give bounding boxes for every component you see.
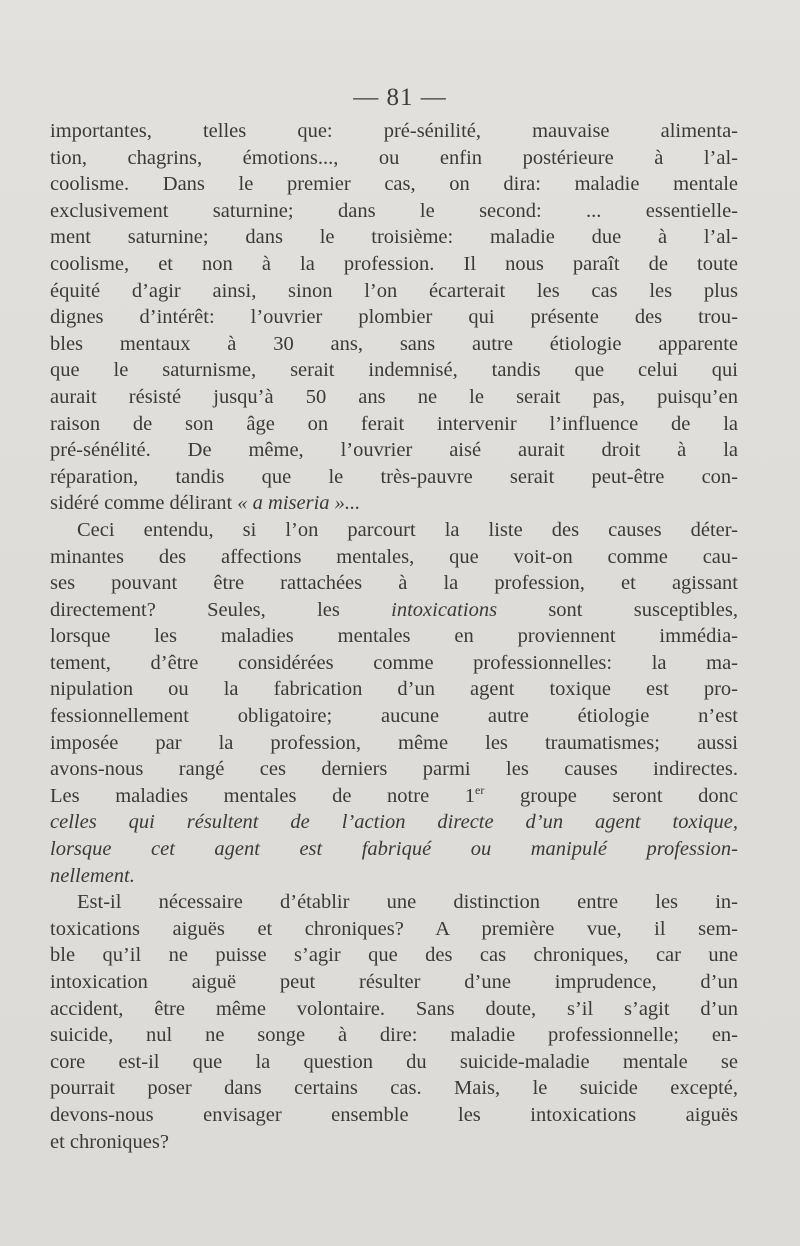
text-line — [50, 863, 738, 890]
text-line — [50, 783, 738, 810]
text-run: groupe seront donc — [484, 784, 738, 807]
text-line — [50, 411, 738, 438]
text-run: intoxication aiguë peut résulter d’une imprudence, d’un — [50, 971, 738, 993]
text-line — [50, 623, 738, 650]
text-run: coolisme. Dans le premier cas, on dira: maladie mentale — [50, 173, 738, 196]
text-run: suicide, nul ne songe à dire: maladie professionnelle; en- — [50, 1024, 738, 1047]
text-run: équité d’agir ainsi, sinon l’on écarterait les cas les plus — [50, 279, 738, 302]
text-run: tement, d’être considérées comme professionnelles: la ma- — [50, 651, 738, 674]
text-run: tion, chagrins, émotions..., ou enfin postérieure à l’al- — [50, 146, 738, 169]
text-run: ble qu’il ne puisse s’agir que des cas chroniques, car une — [50, 944, 738, 967]
text-line — [50, 278, 738, 305]
text-line — [50, 703, 738, 730]
text-line — [50, 490, 738, 517]
text-run: sidéré comme délirant — [50, 492, 238, 515]
text-run: réparation, tandis que le très-pauvre serait peut-être con- — [50, 465, 738, 488]
text-run: Ceci entendu, si l’on parcourt la liste des causes déter- — [77, 518, 738, 541]
text-run: ment saturnine; dans le troisième: maladie due à l’al- — [50, 226, 738, 249]
text-run: exclusivement saturnine; dans le second: ... essentielle- — [50, 199, 738, 222]
text-line — [50, 1049, 738, 1076]
text-run: accident, être même volontaire. Sans doute, s’il s’agit d’un — [50, 997, 738, 1020]
text-line — [50, 544, 738, 571]
text-run: que le saturnisme, serait indemnisé, tandis que celui qui — [50, 359, 738, 382]
page-number: — 81 — — [353, 84, 447, 111]
text-run: pré-sénélité. De même, l’ouvrier aisé aurait droit à la — [50, 439, 738, 462]
text-line — [50, 304, 738, 331]
italic-text: « a miseria »... — [237, 492, 361, 515]
text-line — [50, 1075, 738, 1102]
text-run: lorsque les maladies mentales en proviennent immédia- — [50, 625, 738, 648]
text-run: directement? Seules, les — [50, 598, 392, 621]
text-run: raison de son âge on ferait intervenir l’influence de la — [50, 412, 738, 435]
text-line — [50, 171, 738, 198]
text-run: minantes des affections mentales, que voit-on comme cau- — [50, 545, 738, 568]
text-line — [50, 331, 738, 358]
text-line — [50, 916, 738, 943]
text-run: pourrait poser dans certains cas. Mais, le suicide excepté, — [50, 1077, 738, 1100]
body-text — [50, 118, 738, 1155]
text-run: toxications aiguës et chroniques? A première vue, il sem- — [50, 917, 738, 940]
text-run: Les maladies mentales de notre 1 — [50, 784, 476, 807]
text-line — [50, 437, 738, 464]
text-line — [50, 756, 738, 783]
text-line — [50, 464, 738, 491]
text-run: aurait résisté jusqu’à 50 ans ne le serait pas, puisqu’en — [50, 385, 738, 408]
text-run: sont susceptibles, — [497, 598, 738, 621]
italic-text: intoxications — [391, 598, 498, 621]
text-run: dignes d’intérêt: l’ouvrier plombier qui présente des trou- — [50, 306, 738, 329]
text-line — [50, 730, 738, 757]
text-line — [50, 118, 738, 145]
text-line — [50, 145, 738, 172]
text-line — [50, 650, 738, 677]
text-run: devons-nous envisager ensemble les intoxications aiguës — [50, 1103, 738, 1126]
text-run: nipulation ou la fabrication d’un agent toxique est pro- — [50, 678, 738, 701]
text-run: bles mentaux à 30 ans, sans autre étiologie apparente — [50, 332, 738, 355]
italic-text: nellement. — [50, 864, 135, 887]
text-line — [50, 1102, 738, 1129]
text-run: et chroniques? — [50, 1130, 169, 1153]
text-line — [50, 570, 738, 597]
italic-text: celles qui résultent de l’action directe d’un agent toxique, — [50, 811, 738, 834]
text-line — [50, 809, 738, 836]
text-line — [50, 942, 738, 969]
text-run: fessionnellement obligatoire; aucune autre étiologie n’est — [50, 705, 738, 728]
text-run: core est-il que la question du suicide-maladie mentale se — [50, 1050, 738, 1073]
text-line — [50, 597, 738, 624]
text-line — [50, 676, 738, 703]
text-line — [50, 1129, 738, 1156]
text-line — [50, 836, 738, 863]
text-line — [50, 224, 738, 251]
text-line — [50, 969, 738, 996]
italic-text: lorsque cet agent est fabriqué ou manipulé profession- — [50, 838, 738, 861]
text-line — [50, 384, 738, 411]
text-line — [50, 1022, 738, 1049]
text-run: imposée par la profession, même les traumatismes; aussi — [50, 731, 738, 754]
text-run: ses pouvant être rattachées à la profession, et agissant — [50, 572, 738, 595]
text-run: coolisme, et non à la profession. Il nous paraît de toute — [50, 252, 738, 275]
text-line — [50, 357, 738, 384]
text-run: Est-il nécessaire d’établir une distinction entre les in- — [77, 891, 738, 914]
text-run: avons-nous rangé ces derniers parmi les causes indirectes. — [50, 758, 738, 781]
text-line — [50, 996, 738, 1023]
text-line — [50, 889, 738, 916]
text-line — [50, 517, 738, 544]
text-line — [50, 251, 738, 278]
text-line — [50, 198, 738, 225]
text-run: importantes, telles que: pré-sénilité, mauvaise alimenta- — [50, 120, 738, 142]
superscript: er — [475, 783, 485, 798]
